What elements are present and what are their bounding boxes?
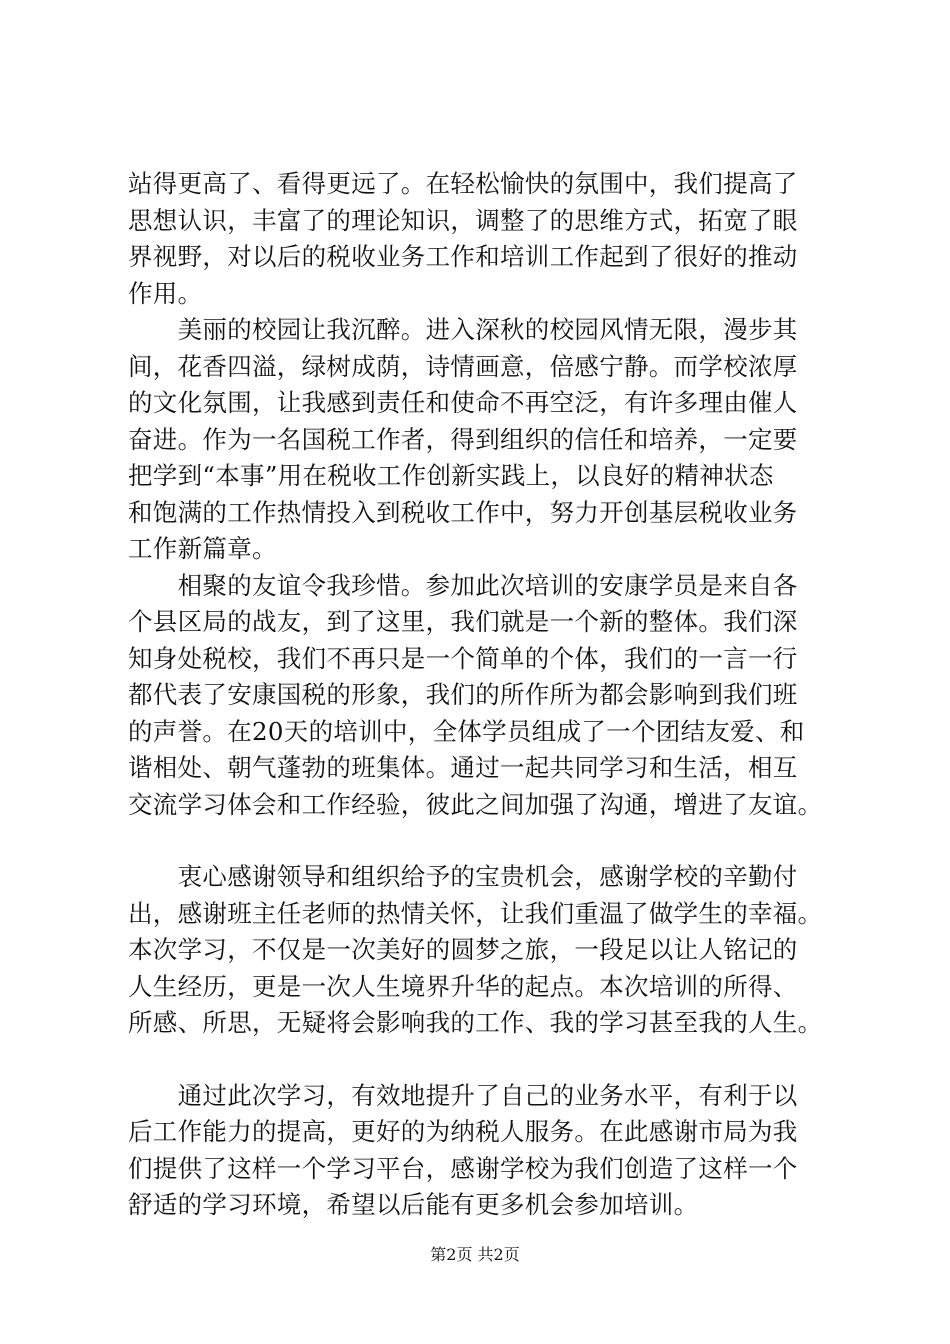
text-line: 相聚的友谊令我珍惜。参加此次培训的安康学员是来自各 xyxy=(128,570,798,600)
text-line: 工作新篇章。 xyxy=(128,534,277,563)
text-line: 的文化氛围，让我感到责任和使命不再空泛，有许多理由催人 xyxy=(128,388,798,417)
paragraph-spacer xyxy=(128,823,848,859)
paragraph-4 xyxy=(128,859,848,1042)
paragraph-1 xyxy=(128,166,848,312)
text-line: 界视野，对以后的税收业务工作和培训工作起到了很好的推动 xyxy=(128,242,798,271)
text-line: 间，花香四溢，绿树成荫，诗情画意，倍感宁静。而学校浓厚 xyxy=(128,351,798,381)
text-line: 思想认识，丰富了的理论知识，调整了的思维方式，拓宽了眼 xyxy=(128,205,798,235)
text-line: 都代表了安康国税的形象，我们的所作所为都会影响到我们班 xyxy=(128,680,798,709)
text-line: 舒适的学习环境，希望以后能有更多机会参加培训。 xyxy=(128,1190,699,1219)
text-line: 出，感谢班主任老师的热情关怀，让我们重温了做学生的幸福。 xyxy=(128,898,823,928)
paragraph-3 xyxy=(128,568,848,824)
text-line: 知身处税校，我们不再只是一个简单的个体，我们的一言一行 xyxy=(128,643,798,673)
text-line: 的声誉。在20天的培训中，全体学员组成了一个团结友爱、和 xyxy=(128,716,805,746)
text-line: 本次学习，不仅是一次美好的圆梦之旅，一段足以让人铭记的 xyxy=(128,935,798,964)
paragraph-2 xyxy=(128,312,848,568)
text-line: 通过此次学习，有效地提升了自己的业务水平，有利于以 xyxy=(128,1080,798,1110)
text-line: 衷心感谢领导和组织给予的宝贵机会，感谢学校的辛勤付 xyxy=(128,862,798,891)
text-line: 人生经历，更是一次人生境界升华的起点。本次培训的所得、 xyxy=(128,971,798,1001)
page-footer: 第2页 共2页 xyxy=(430,1245,520,1264)
text-line: 美丽的校园让我沉醉。进入深秋的校园风情无限，漫步其 xyxy=(128,315,798,344)
document-body xyxy=(128,166,848,1224)
text-line: 所感、所思，无疑将会影响我的工作、我的学习甚至我的人生。 xyxy=(128,1008,823,1037)
paragraph-spacer xyxy=(128,1042,848,1078)
paragraph-5 xyxy=(128,1078,848,1224)
text-line: 和饱满的工作热情投入到税收工作中，努力开创基层税收业务 xyxy=(128,497,798,527)
text-line: 作用。 xyxy=(128,278,203,308)
text-line: 谐相处、朝气蓬勃的班集体。通过一起共同学习和生活，相互 xyxy=(128,753,798,782)
text-line: 们提供了这样一个学习平台，感谢学校为我们创造了这样一个 xyxy=(128,1153,798,1183)
text-line: 交流学习体会和工作经验，彼此之间加强了沟通，增进了友谊。 xyxy=(128,789,823,819)
text-line: 个县区局的战友，到了这里，我们就是一个新的整体。我们深 xyxy=(128,607,798,636)
text-line: 把学到“本事”用在税收工作创新实践上，以良好的精神状态 xyxy=(128,461,774,490)
text-line: 奋进。作为一名国税工作者，得到组织的信任和培养，一定要 xyxy=(128,424,798,454)
text-line: 后工作能力的提高，更好的为纳税人服务。在此感谢市局为我 xyxy=(128,1117,798,1146)
text-line: 站得更高了、看得更远了。在轻松愉快的氛围中，我们提高了 xyxy=(128,169,798,198)
